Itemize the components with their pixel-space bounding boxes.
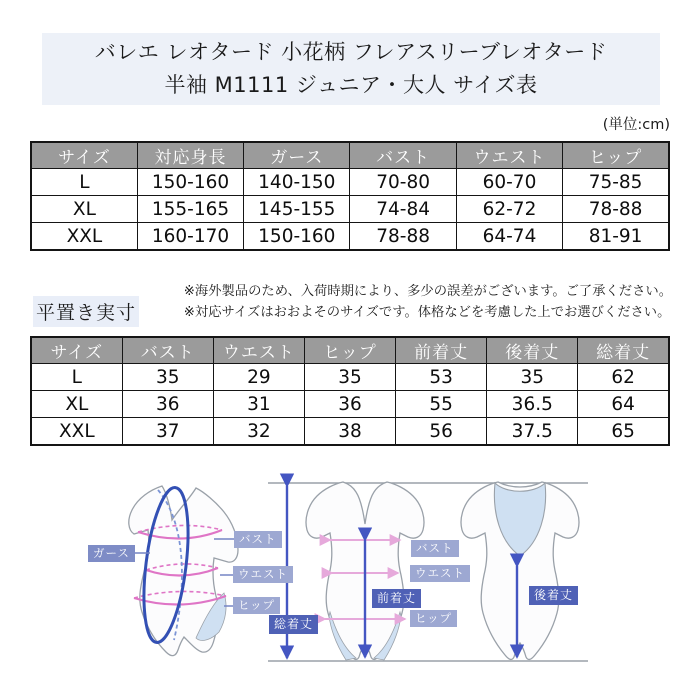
cell: 38 [304, 418, 395, 446]
cell: 60-70 [456, 169, 562, 196]
cell: XXL [31, 418, 122, 446]
back-length-label: 後着丈 [529, 586, 578, 605]
note-line: ※海外製品のため、入荷時期により、多少の誤差がございます。ご了承ください。 [183, 284, 672, 299]
col-header-total-length: 総着丈 [578, 337, 669, 364]
table-header-row [31, 337, 669, 364]
cell: 64 [578, 391, 669, 418]
col-header-back-length: 後着丈 [487, 337, 578, 364]
col-header-waist: ウエスト [213, 337, 304, 364]
leotard-back-figure [461, 482, 579, 659]
cell: 75-85 [563, 169, 669, 196]
cell: 55 [396, 391, 487, 418]
disclaimer-notes [184, 282, 672, 323]
table-header-row [31, 142, 669, 169]
note-line: ※対応サイズはおおよそのサイズです。体格などを考慮した上でお選びください。 [183, 304, 671, 320]
cell: 70-80 [350, 169, 456, 196]
cell: 62-72 [456, 196, 562, 223]
cell: 36 [122, 391, 213, 418]
hip-label-front: ヒップ [410, 610, 457, 627]
cell: XL [31, 196, 137, 223]
front-length-label: 前着丈 [372, 589, 421, 608]
page-title [42, 33, 660, 105]
flat-measure-label: 平置き実寸 [33, 296, 139, 327]
cell: 35 [122, 364, 213, 391]
table-row [31, 223, 669, 251]
cell: 150-160 [137, 169, 243, 196]
cell: 37 [122, 418, 213, 446]
bust-label-front: バスト [411, 540, 459, 557]
waist-label: ウエスト [233, 566, 293, 583]
cell: 160-170 [137, 223, 243, 251]
leotard-front-figure [306, 482, 424, 660]
cell: L [31, 169, 137, 196]
cell: 35 [304, 364, 395, 391]
table-row [31, 364, 669, 391]
cell: 62 [578, 364, 669, 391]
bust-label: バスト [234, 531, 282, 548]
flat-measure-table [30, 336, 670, 446]
col-header-hip: ヒップ [563, 142, 669, 169]
table-row [31, 169, 669, 196]
table-row [31, 418, 669, 446]
waist-label-front: ウエスト [410, 565, 470, 582]
cell: 64-74 [456, 223, 562, 251]
cell: L [31, 364, 122, 391]
cell: 78-88 [350, 223, 456, 251]
garth-label: ガース [88, 545, 135, 562]
col-header-bust: バスト [350, 142, 456, 169]
cell: 36 [304, 391, 395, 418]
cell: 74-84 [350, 196, 456, 223]
cell: 35 [487, 364, 578, 391]
table-row [31, 196, 669, 223]
table-row [31, 391, 669, 418]
cell: 78-88 [563, 196, 669, 223]
col-header-bust: バスト [122, 337, 213, 364]
cell: 145-155 [244, 196, 350, 223]
col-header-size: サイズ [31, 142, 137, 169]
col-header-height: 対応身長 [137, 142, 243, 169]
cell: 37.5 [487, 418, 578, 446]
cell: 53 [396, 364, 487, 391]
measurement-diagram [0, 460, 700, 700]
col-header-girth: ガース [244, 142, 350, 169]
total-length-label: 総着丈 [269, 615, 318, 634]
col-header-waist: ウエスト [456, 142, 562, 169]
cell: XL [31, 391, 122, 418]
col-header-size: サイズ [31, 337, 122, 364]
cell: 56 [396, 418, 487, 446]
cell: 140-150 [244, 169, 350, 196]
page-title-line1: バレエ レオタード 小花柄 フレアスリーブレオタード [94, 40, 608, 64]
cell: 29 [213, 364, 304, 391]
cell: 31 [213, 391, 304, 418]
page-title-line2: 半袖 M1111 ジュニア・大人 サイズ表 [164, 73, 538, 97]
cell: 36.5 [487, 391, 578, 418]
cell: 155-165 [137, 196, 243, 223]
hip-label: ヒップ [233, 597, 280, 614]
measurement-diagram-drawing [0, 460, 700, 700]
unit-note: (単位:cm) [602, 117, 670, 133]
cell: 81-91 [563, 223, 669, 251]
cell: 65 [578, 418, 669, 446]
col-header-front-length: 前着丈 [396, 337, 487, 364]
cell: 32 [213, 418, 304, 446]
cell: 150-160 [244, 223, 350, 251]
cell: XXL [31, 223, 137, 251]
col-header-hip: ヒップ [304, 337, 395, 364]
leotard-side-figure [124, 485, 238, 655]
body-size-table [30, 141, 670, 251]
